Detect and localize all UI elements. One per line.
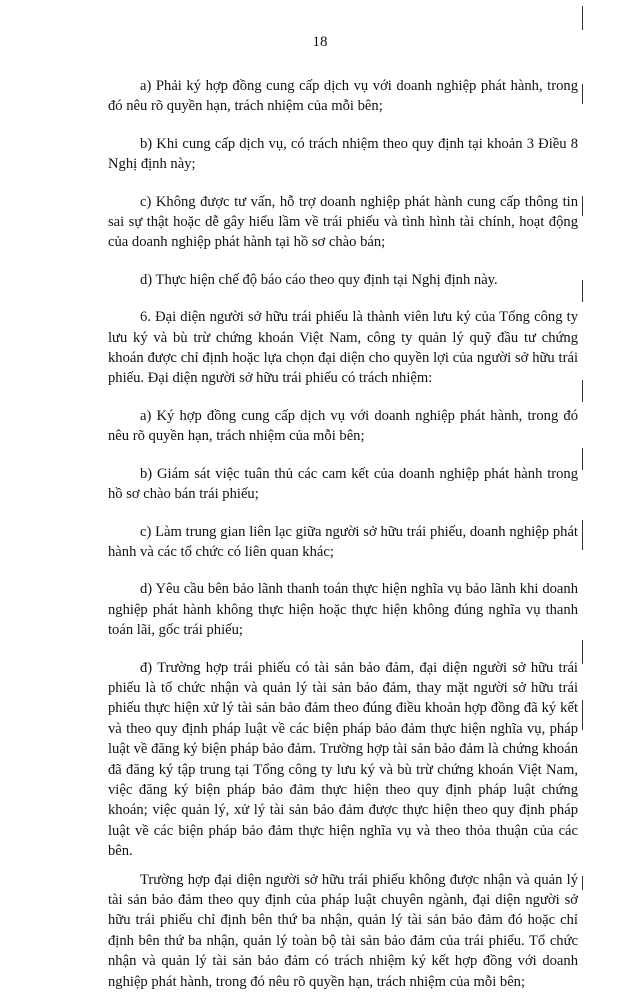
- paragraph-b-responsibility: b) Khi cung cấp dịch vụ, có trách nhiệm theo quy định tại khoản 3 Điều 8 Nghị định này;: [108, 135, 578, 173]
- paragraph-c-liaison: c) Làm trung gian liên lạc giữa người sở hữu trái phiếu, doanh nghiệp phát hành và các tổ chức có liên quan khác;: [108, 523, 578, 560]
- scan-edge-mark: [582, 520, 583, 550]
- scan-edge-mark: [582, 700, 583, 730]
- paragraph-b-monitor-commitments: b) Giám sát việc tuân thủ các cam kết của doanh nghiệp phát hành trong hồ sơ chào bán trái phiếu;: [108, 465, 578, 503]
- scan-edge-mark: [582, 6, 583, 30]
- scan-edge-mark: [582, 448, 583, 470]
- paragraph-dd-secured-bonds: đ) Trường hợp trái phiếu có tài sản bảo đảm, đại diện người sở hữu trái phiếu là tổ chức nhận và quản lý tài sản bảo đảm, thay mặt người sở hữu trái phiếu thực hiện xử lý tài sản bảo đảm theo đúng điều khoản hợp đồng đã ký kết và theo quy định pháp luật về các biện pháp bảo đảm thực hiện nghĩa vụ, pháp luật về đăng ký biện pháp bảo đảm. Trường hợp tài sản bảo đảm là chứng khoán đã đăng ký tập trung tại Tổng công ty lưu ký và bù trừ chứng khoán Việt Nam, việc đăng ký biện pháp bảo đảm thực hiện theo quy định pháp luật chứng khoán; việc quản lý, xử lý tài sản bảo đảm được thực hiện theo quy định pháp luật về các biện pháp bảo đảm thực hiện nghĩa vụ và theo thỏa thuận của các bên.: [108, 659, 578, 860]
- scan-edge-mark: [582, 196, 583, 216]
- scan-edge-mark: [582, 280, 583, 302]
- paragraph-a-service-contract: a) Ký hợp đồng cung cấp dịch vụ với doanh nghiệp phát hành, trong đó nêu rõ quyền hạn, trách nhiệm của mỗi bên;: [108, 407, 578, 445]
- paragraph-third-party-collateral: Trường hợp đại diện người sở hữu trái phiếu không được nhận và quản lý tài sản bảo đảm theo quy định của pháp luật chuyên ngành, đại diện người sở hữu trái phiếu chỉ định bên thứ ba nhận, quản lý tài sản bảo đảm đó hoặc chỉ định bên thứ ba nhận, quản lý toàn bộ tài sản bảo đảm của trái phiếu. Tổ chức nhận và quản lý tài sản bảo đảm có trách nhiệm ký kết hợp đồng với doanh nghiệp phát hành, trong đó nêu rõ quyền hạn, trách nhiệm của mỗi bên;: [108, 871, 578, 990]
- scan-edge-mark: [582, 380, 583, 402]
- page-number: 18: [312, 34, 328, 50]
- paragraph-c-no-misleading-advice: c) Không được tư vấn, hỗ trợ doanh nghiệp phát hành cung cấp thông tin sai sự thật hoặc dễ gây hiểu lầm về trái phiếu và tình hình tài chính, hoạt động của doanh nghiệp phát hành tại hồ sơ chào bán;: [108, 193, 578, 251]
- document-body: [108, 76, 578, 992]
- paragraph-d-guarantee-request: d) Yêu cầu bên bảo lãnh thanh toán thực hiện nghĩa vụ bảo lãnh khi doanh nghiệp phát hành không thực hiện hoặc thực hiện không đúng nghĩa vụ thanh toán lãi, gốc trái phiếu;: [108, 581, 578, 639]
- scan-edge-mark: [582, 876, 583, 890]
- paragraph-a-sign-contract: a) Phải ký hợp đồng cung cấp dịch vụ với doanh nghiệp phát hành, trong đó nêu rõ quyền hạn, trách nhiệm của mỗi bên;: [108, 78, 578, 115]
- paragraph-d-reporting: d) Thực hiện chế độ báo cáo theo quy định tại Nghị định này.: [140, 271, 498, 288]
- paragraph-6-bondholder-representative: 6. Đại diện người sở hữu trái phiếu là thành viên lưu ký của Tổng công ty lưu ký và bù trừ chứng khoán Việt Nam, công ty quản lý quỹ đầu tư chứng khoán được chỉ định hoặc lựa chọn đại diện cho quyền lợi của người sở hữu trái phiếu. Đại diện người sở hữu trái phiếu có trách nhiệm:: [108, 309, 578, 387]
- scan-edge-mark: [582, 640, 583, 664]
- scan-edge-mark: [582, 84, 583, 104]
